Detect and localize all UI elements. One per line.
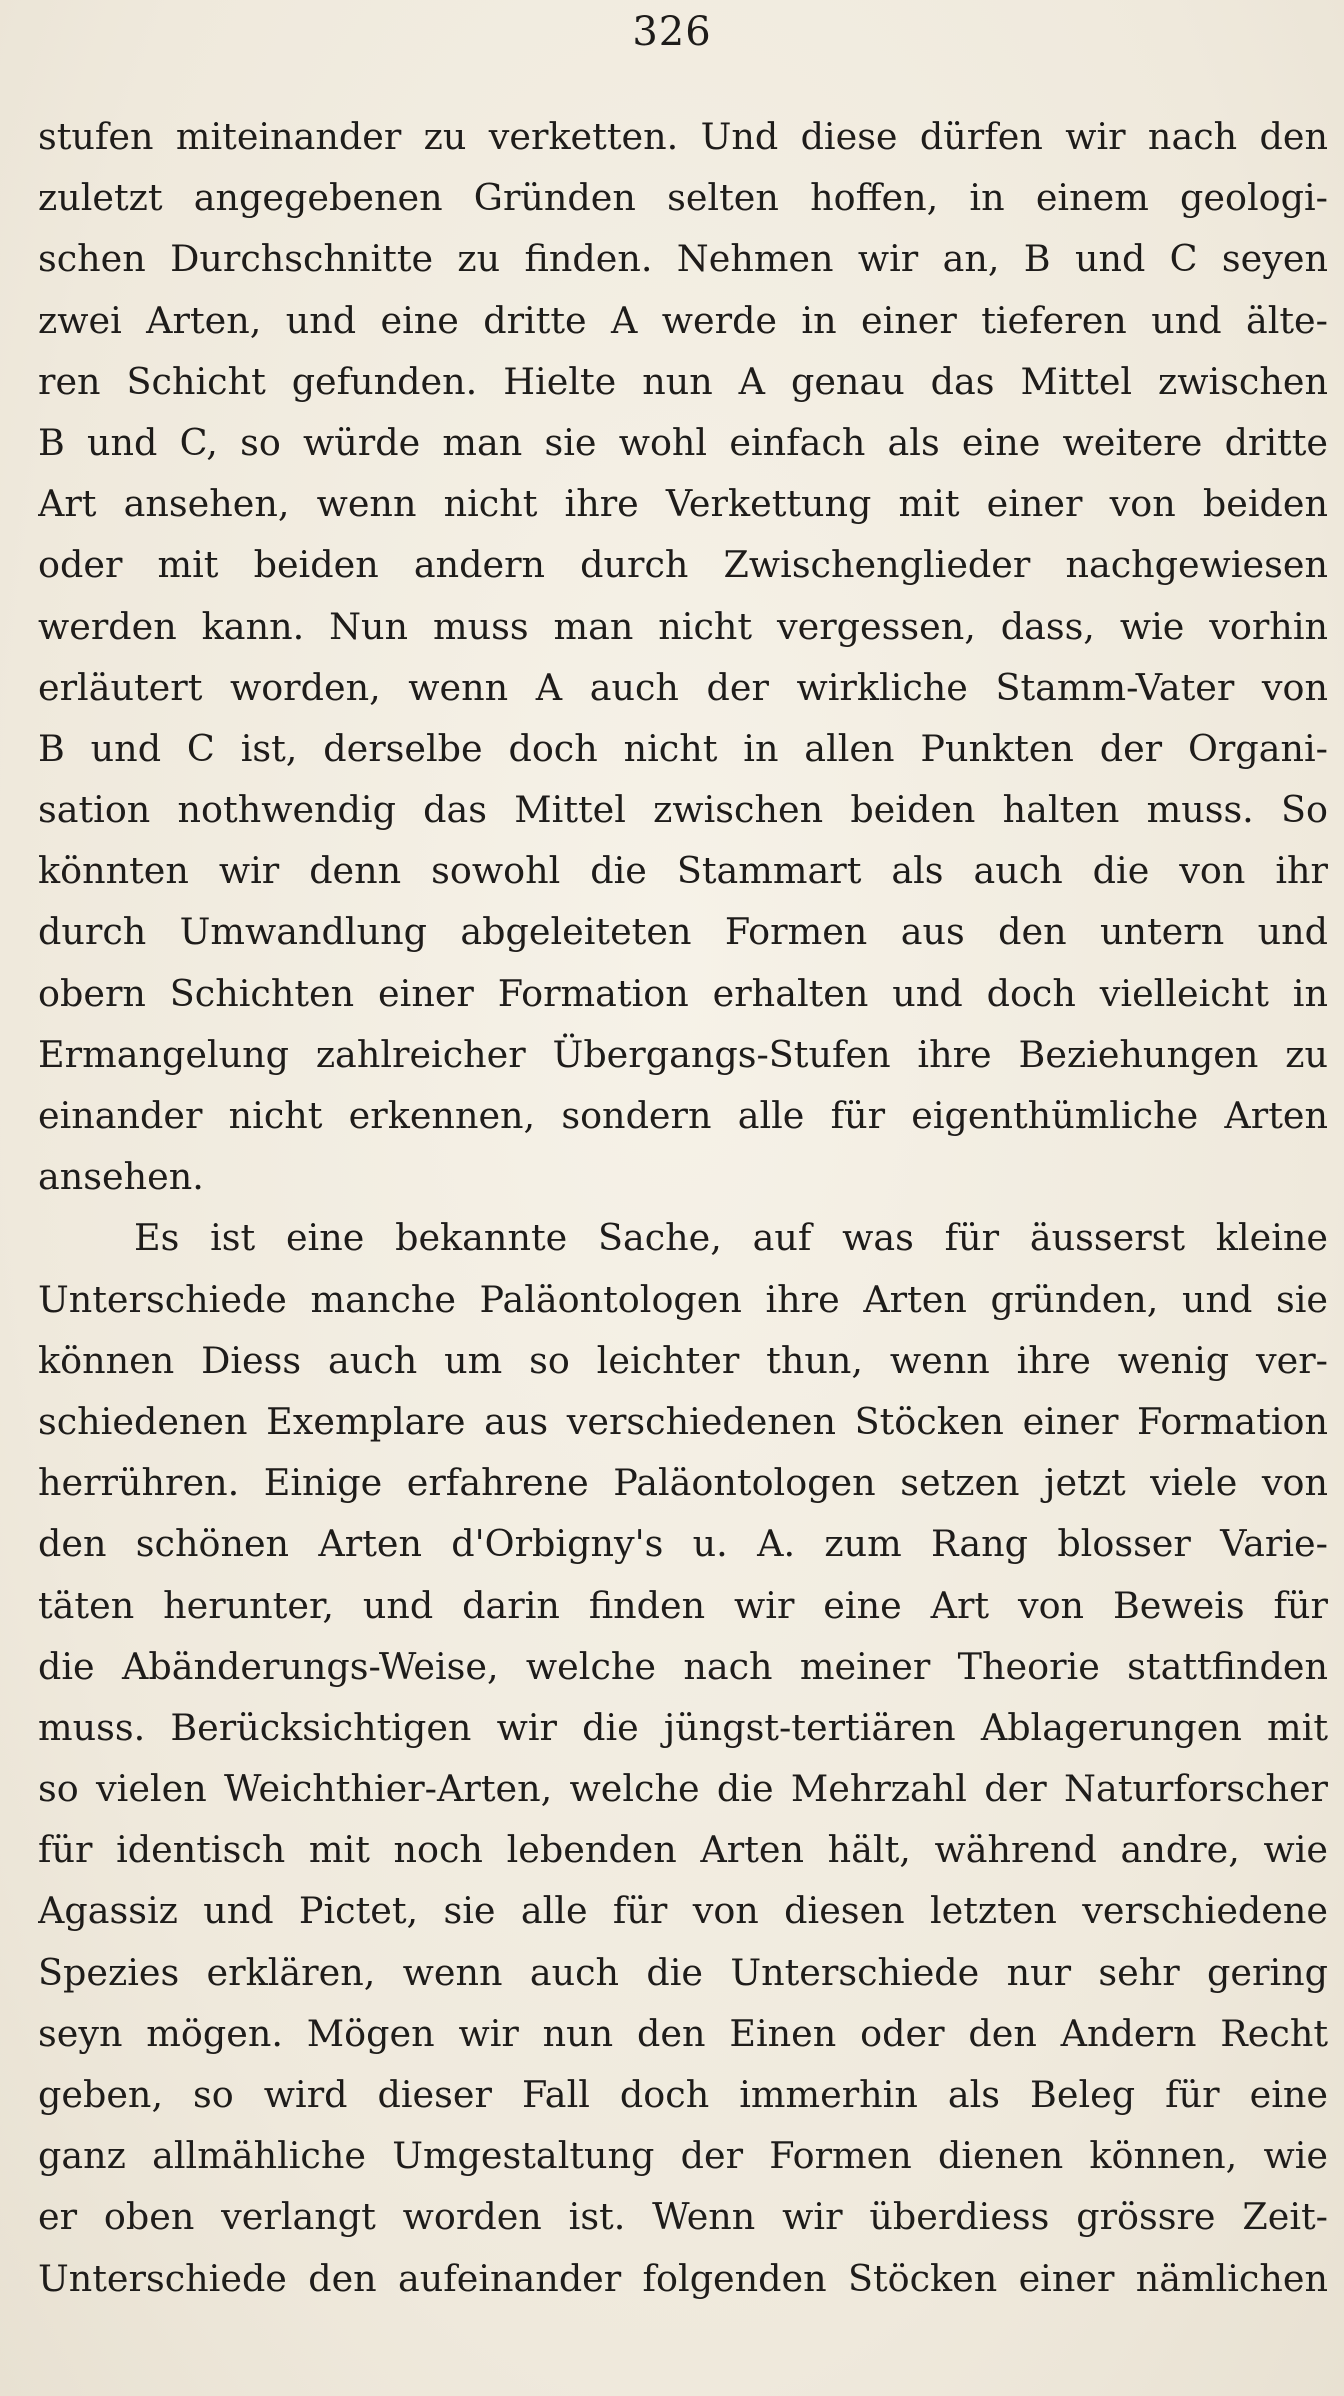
body-text xyxy=(38,106,1328,2309)
text-line: ganz allmähliche Umgestaltung der Formen dienen können, wie xyxy=(38,2134,1328,2178)
text-line: oder mit beiden andern durch Zwischenglieder nachgewiesen xyxy=(38,543,1328,587)
text-line: zwei Arten, und eine dritte A werde in einer tieferen und älte- xyxy=(38,298,1328,342)
text-line: Spezies erklären, wenn auch die Unterschiede nur sehr gering xyxy=(38,1950,1328,1994)
text-line: täten herunter, und darin finden wir eine Art von Beweis für xyxy=(38,1583,1328,1627)
paragraph-start-line: Es ist eine bekannte Sache, auf was für äusserst kleine xyxy=(134,1216,1328,1260)
text-line: Art ansehen, wenn nicht ihre Verkettung mit einer von beiden xyxy=(38,482,1328,526)
paragraph-end-line: ansehen. xyxy=(38,1155,204,1199)
text-line: herrühren. Einige erfahrene Paläontologen setzen jetzt viele von xyxy=(38,1461,1328,1505)
text-line: für identisch mit noch lebenden Arten hält, während andre, wie xyxy=(38,1828,1328,1872)
text-line: könnten wir denn sowohl die Stammart als auch die von ihr xyxy=(38,849,1328,893)
text-line: schen Durchschnitte zu finden. Nehmen wir an, B und C seyen xyxy=(38,237,1328,281)
text-line: sation nothwendig das Mittel zwischen beiden halten muss. So xyxy=(38,788,1328,832)
text-line: können Diess auch um so leichter thun, wenn ihre wenig ver- xyxy=(38,1338,1328,1382)
text-line: Unterschiede manche Paläontologen ihre Arten gründen, und sie xyxy=(38,1277,1328,1321)
text-line: werden kann. Nun muss man nicht vergessen, dass, wie vorhin xyxy=(38,604,1328,648)
text-line: geben, so wird dieser Fall doch immerhin als Beleg für eine xyxy=(38,2073,1328,2116)
text-line: schiedenen Exemplare aus verschiedenen Stöcken einer Formation xyxy=(38,1399,1328,1443)
text-line: durch Umwandlung abgeleiteten Formen aus den untern und xyxy=(38,910,1328,954)
text-line: B und C, so würde man sie wohl einfach als eine weitere dritte xyxy=(38,420,1328,464)
text-line: Agassiz und Pictet, sie alle für von diesen letzten verschiedene xyxy=(38,1889,1328,1933)
text-line: muss. Berücksichtigen wir die jüngst-tertiären Ablagerungen mit xyxy=(38,1705,1328,1749)
text-line: zuletzt angegebenen Gründen selten hoffen, in einem geologi- xyxy=(38,176,1328,220)
text-line: B und C ist, derselbe doch nicht in allen Punkten der Organi- xyxy=(38,726,1328,770)
text-line: Ermangelung zahlreicher Übergangs-Stufen ihre Beziehungen zu xyxy=(38,1032,1328,1076)
text-line: so vielen Weichthier-Arten, welche die Mehrzahl der Naturforscher xyxy=(38,1767,1328,1811)
text-line: seyn mögen. Mögen wir nun den Einen oder den Andern Recht xyxy=(38,2011,1328,2055)
text-line: Unterschiede den aufeinander folgenden Stöcken einer nämlichen xyxy=(38,2256,1328,2300)
text-line: ren Schicht gefunden. Hielte nun A genau das Mittel zwischen xyxy=(38,359,1328,403)
text-line: er oben verlangt worden ist. Wenn wir überdiess grössre Zeit- xyxy=(38,2195,1328,2239)
page-number: 326 xyxy=(632,9,712,55)
text-line: einander nicht erkennen, sondern alle für eigenthümliche Arten xyxy=(38,1094,1328,1137)
text-line: erläutert worden, wenn A auch der wirkliche Stamm-Vater von xyxy=(38,665,1328,709)
text-line: stufen miteinander zu verketten. Und diese dürfen wir nach den xyxy=(38,115,1328,158)
text-line: die Abänderungs-Weise, welche nach meiner Theorie stattfinden xyxy=(38,1644,1328,1688)
text-line: den schönen Arten d'Orbigny's u. A. zum Rang blosser Varie- xyxy=(38,1522,1328,1566)
text-line: obern Schichten einer Formation erhalten und doch vielleicht in xyxy=(38,971,1328,1015)
